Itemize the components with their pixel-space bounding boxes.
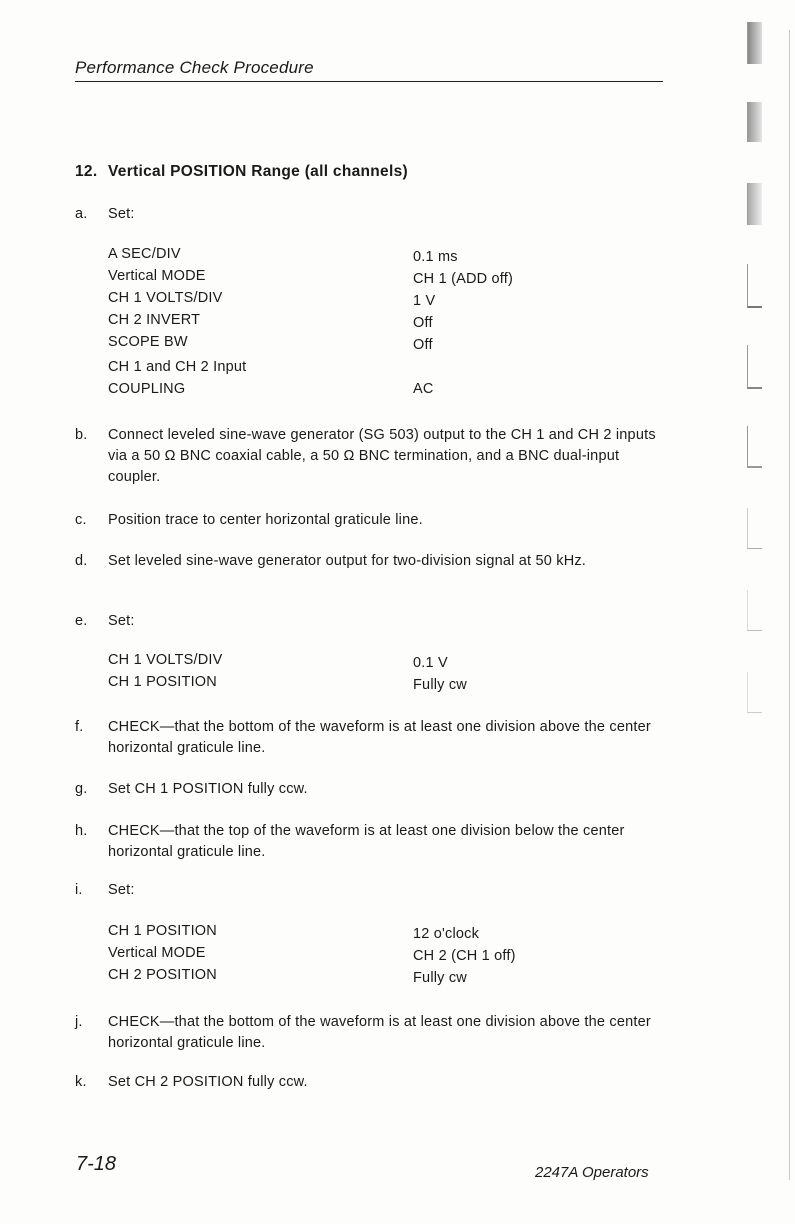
step-i xyxy=(75,880,667,901)
setting-label: CH 1 and CH 2 Input COUPLING xyxy=(108,359,247,397)
step-text: Set CH 1 POSITION fully ccw. xyxy=(108,781,308,797)
step-marker: g. xyxy=(75,781,88,797)
edge-tab xyxy=(747,345,762,389)
step-text: Set CH 2 POSITION fully ccw. xyxy=(108,1074,308,1090)
step-text: CHECK—that the bottom of the waveform is at least one division above the center horizontal graticule line. xyxy=(108,719,651,756)
step-text: Connect leveled sine-wave generator (SG 503) output to the CH 1 and CH 2 inputs via a 50 Ω BNC coaxial cable, a 50 Ω BNC termination, and a BNC dual-input coupler. xyxy=(108,427,656,485)
step-marker: h. xyxy=(75,823,88,839)
page-header xyxy=(75,58,663,82)
setting-label: Vertical MODE xyxy=(108,268,206,284)
step-g xyxy=(75,779,667,800)
edge-tab xyxy=(747,22,762,64)
setting-value: 0.1 ms xyxy=(413,249,458,265)
header-title: Performance Check Procedure xyxy=(75,58,314,77)
settings-table-i xyxy=(108,923,668,989)
setting-row xyxy=(108,674,668,696)
setting-row xyxy=(108,246,668,268)
section-number: 12. xyxy=(75,163,98,180)
step-marker: j. xyxy=(75,1014,83,1030)
setting-row xyxy=(108,967,668,989)
step-a xyxy=(75,204,667,225)
setting-label: Vertical MODE xyxy=(108,945,206,961)
setting-row xyxy=(108,268,668,290)
step-marker: k. xyxy=(75,1074,87,1090)
page-edge xyxy=(789,30,790,1180)
setting-row xyxy=(108,945,668,967)
step-text: CHECK—that the bottom of the waveform is at least one division above the center horizontal graticule line. xyxy=(108,1014,651,1051)
setting-row xyxy=(108,923,668,945)
setting-row xyxy=(108,652,668,674)
section-title: Vertical POSITION Range (all channels) xyxy=(108,163,408,180)
step-text: Position trace to center horizontal graticule line. xyxy=(108,512,423,528)
step-marker: b. xyxy=(75,427,88,443)
setting-label: CH 2 POSITION xyxy=(108,967,217,983)
setting-value: CH 2 (CH 1 off) xyxy=(413,948,516,964)
step-b xyxy=(75,425,667,488)
step-marker: d. xyxy=(75,553,88,569)
setting-row xyxy=(108,356,668,400)
step-marker: e. xyxy=(75,613,88,629)
step-j xyxy=(75,1012,667,1054)
setting-value: Off xyxy=(413,337,433,353)
setting-value: 12 o'clock xyxy=(413,926,480,942)
settings-table-a xyxy=(108,246,668,400)
step-marker: i. xyxy=(75,882,83,898)
step-d xyxy=(75,551,667,572)
step-h xyxy=(75,821,667,863)
step-marker: a. xyxy=(75,206,88,222)
setting-value: 0.1 V xyxy=(413,655,448,671)
page-number: 7-18 xyxy=(76,1153,117,1175)
edge-tab xyxy=(747,590,762,631)
setting-label: CH 1 POSITION xyxy=(108,674,217,690)
edge-tab xyxy=(747,426,762,468)
setting-label: CH 1 VOLTS/DIV xyxy=(108,290,223,306)
edge-tab xyxy=(747,102,762,142)
step-e xyxy=(75,611,667,632)
step-text: Set: xyxy=(108,206,135,222)
step-text: CHECK—that the top of the waveform is at least one division below the center horizontal graticule line. xyxy=(108,823,625,860)
setting-value: CH 1 (ADD off) xyxy=(413,271,514,287)
step-k xyxy=(75,1072,667,1093)
setting-label: CH 1 POSITION xyxy=(108,923,217,939)
setting-label: CH 1 VOLTS/DIV xyxy=(108,652,223,668)
setting-value: AC xyxy=(413,381,434,397)
manual-title: 2247A Operators xyxy=(535,1164,649,1181)
setting-row xyxy=(108,312,668,334)
setting-label: SCOPE BW xyxy=(108,334,188,350)
step-text: Set: xyxy=(108,882,135,898)
setting-value: Off xyxy=(413,315,433,331)
edge-tab xyxy=(747,508,762,549)
step-f xyxy=(75,717,667,759)
setting-label: CH 2 INVERT xyxy=(108,312,201,328)
edge-tab xyxy=(747,672,762,713)
setting-value: Fully cw xyxy=(413,677,467,693)
step-text: Set leveled sine-wave generator output for two-division signal at 50 kHz. xyxy=(108,553,587,569)
step-text: Set: xyxy=(108,613,135,629)
section-heading xyxy=(75,163,408,181)
edge-tab xyxy=(747,183,762,225)
step-marker: c. xyxy=(75,512,87,528)
setting-label: A SEC/DIV xyxy=(108,246,181,262)
step-marker: f. xyxy=(75,719,84,735)
setting-value: Fully cw xyxy=(413,970,467,986)
settings-table-e xyxy=(108,652,668,696)
step-c xyxy=(75,510,667,531)
edge-tab xyxy=(747,264,762,308)
setting-value: 1 V xyxy=(413,293,436,309)
setting-row xyxy=(108,334,668,356)
setting-row xyxy=(108,290,668,312)
